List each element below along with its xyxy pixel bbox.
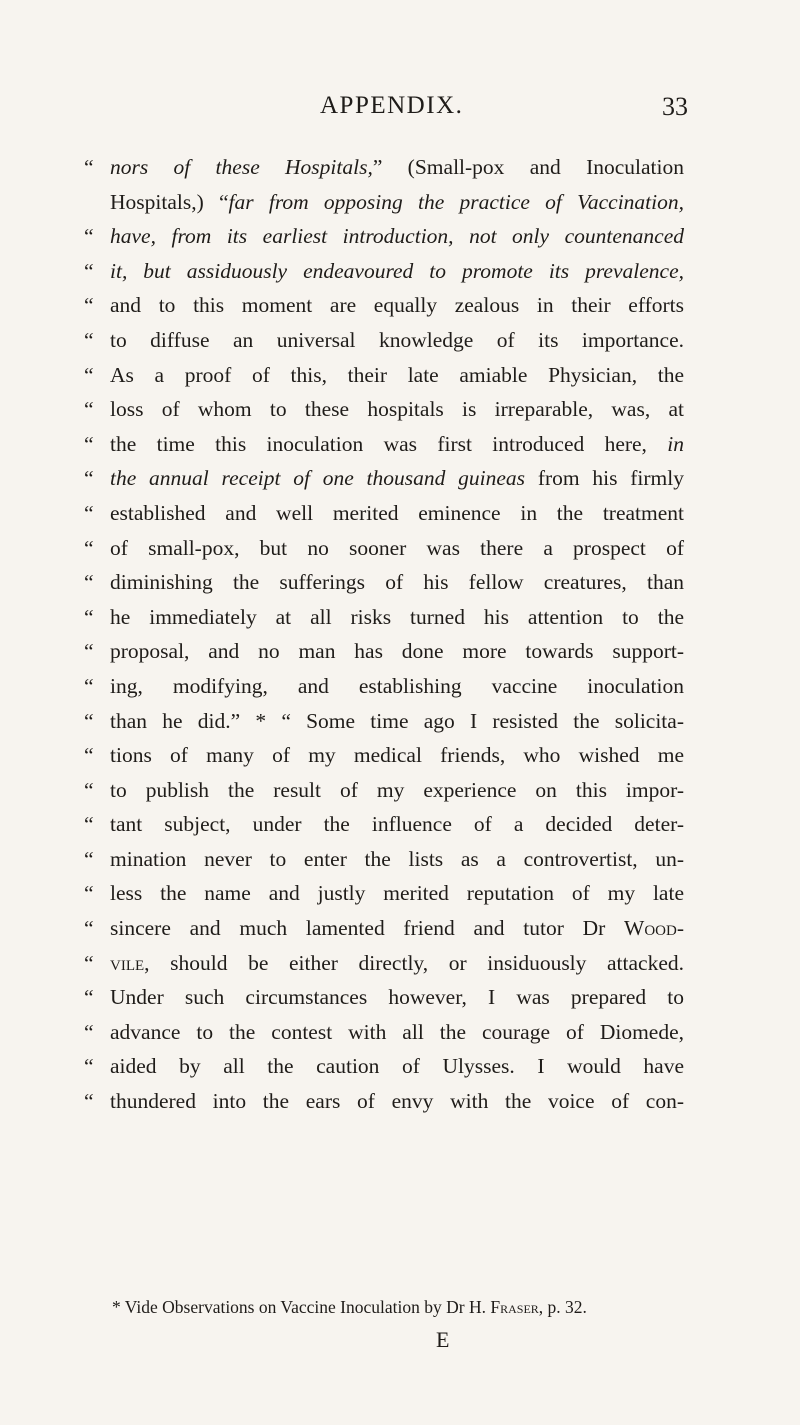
text-segment: As a proof of this, their late amiable Physician, the xyxy=(110,362,684,387)
text-line xyxy=(84,807,684,842)
text-line xyxy=(84,946,684,981)
text-segment: loss of whom to these hospitals is irreparable, was, at xyxy=(110,397,684,422)
signature-mark: E xyxy=(436,1327,450,1352)
quote-mark: “ xyxy=(84,604,94,629)
text-line xyxy=(84,634,684,669)
footnote-tail: , p. 32. xyxy=(538,1297,587,1317)
text-segment: Under such circumstances however, I was prepared to xyxy=(110,985,684,1010)
quote-mark: “ xyxy=(84,708,94,733)
text-line xyxy=(84,600,684,635)
text-line xyxy=(84,1015,684,1050)
text-segment: in xyxy=(667,431,684,456)
text-line xyxy=(84,565,684,600)
quote-mark: “ xyxy=(84,812,94,837)
text-line xyxy=(84,427,684,462)
text-segment: and to this moment are equally zealous in their efforts xyxy=(110,293,684,318)
text-segment: less the name and justly merited reputation of my late xyxy=(110,881,684,906)
text-segment: , should be either directly, or insiduously attacked. xyxy=(144,950,684,975)
quote-mark: “ xyxy=(84,1054,94,1079)
text-line xyxy=(84,185,684,220)
text-segment: ” (Small-pox and Inoculation xyxy=(372,155,684,179)
footnote-author: Fraser xyxy=(490,1297,539,1317)
text-line xyxy=(84,773,684,808)
text-segment: mination never to enter the lists as a controvertist, un- xyxy=(110,846,684,871)
text-line xyxy=(84,911,684,946)
quote-mark: “ xyxy=(84,258,94,283)
text-line xyxy=(84,219,684,254)
quote-mark: “ xyxy=(84,743,94,768)
quote-mark: “ xyxy=(84,535,94,560)
text-line xyxy=(84,669,684,704)
text-line xyxy=(84,531,684,566)
text-segment: proposal, and no man has done more towards support- xyxy=(110,639,684,664)
text-segment: tant subject, under the influence of a decided deter- xyxy=(110,812,684,837)
text-segment: ing, modifying, and establishing vaccine inoculation xyxy=(110,673,684,698)
quote-mark: “ xyxy=(84,639,94,664)
quote-mark: “ xyxy=(84,155,94,179)
quote-mark: “ xyxy=(84,881,94,906)
quote-mark: “ xyxy=(84,570,94,595)
quote-mark: “ xyxy=(84,916,94,941)
text-segment: than he did.” * “ Some time ago I resisted the solicita- xyxy=(110,708,684,733)
text-line xyxy=(84,358,684,393)
quote-mark: “ xyxy=(84,985,94,1010)
footnote-text: * Vide Observations on Vaccine Inoculation by Dr H. xyxy=(112,1297,491,1317)
text-segment: aided by all the caution of Ulysses. I would have xyxy=(110,1054,684,1079)
text-line xyxy=(84,704,684,739)
page-header xyxy=(0,92,800,132)
text-line xyxy=(84,1084,684,1119)
quote-mark: “ xyxy=(84,1089,94,1114)
text-segment: have, from its earliest introduction, not only countenanced xyxy=(110,224,684,249)
text-line xyxy=(84,461,684,496)
text-segment: vile xyxy=(110,950,145,975)
quote-mark: “ xyxy=(84,1019,94,1044)
quote-mark: “ xyxy=(84,327,94,352)
text-segment: to publish the result of my experience on this impor- xyxy=(110,777,684,802)
text-line xyxy=(84,150,684,185)
text-segment: the time this inoculation was first introduced here, xyxy=(110,431,668,456)
running-head: APPENDIX. xyxy=(320,92,464,119)
quote-mark: “ xyxy=(84,846,94,871)
text-segment: from his firmly xyxy=(525,466,685,491)
text-segment: to diffuse an universal knowledge of its importance. xyxy=(110,327,684,352)
quote-mark: “ xyxy=(84,397,94,422)
quote-mark: “ xyxy=(84,293,94,318)
quote-mark: “ xyxy=(84,224,94,249)
text-segment: established and well merited eminence in the treatment xyxy=(110,500,684,525)
footnote xyxy=(112,1297,682,1318)
text-segment: it, but assiduously endeavoured to promote its prevalence, xyxy=(110,258,684,283)
page-number: 33 xyxy=(662,92,688,121)
text-line xyxy=(84,1049,684,1084)
text-line xyxy=(84,842,684,877)
text-line xyxy=(84,254,684,289)
text-line xyxy=(84,496,684,531)
name-small-caps: Wood- xyxy=(624,916,684,941)
quote-mark: “ xyxy=(84,673,94,698)
text-segment: the annual receipt of one thousand guineas xyxy=(110,466,526,491)
text-segment: sincere and much lamented friend and tutor Dr xyxy=(110,916,625,941)
text-line xyxy=(84,980,684,1015)
text-segment: far from opposing the practice of Vaccination, xyxy=(228,189,685,214)
quote-mark: “ xyxy=(84,777,94,802)
text-segment: Hospitals,) “ xyxy=(110,189,229,214)
text-line xyxy=(84,288,684,323)
quote-mark: “ xyxy=(84,466,94,491)
text-segment: advance to the contest with all the courage of Diomede, xyxy=(110,1019,684,1044)
quote-mark: “ xyxy=(84,362,94,387)
text-line xyxy=(84,323,684,358)
text-segment: he immediately at all risks turned his attention to the xyxy=(110,604,684,629)
body-text xyxy=(84,150,684,1119)
text-segment: thundered into the ears of envy with the voice of con- xyxy=(110,1089,684,1114)
text-segment: nors of these Hospitals, xyxy=(110,155,373,179)
text-segment: of small-pox, but no sooner was there a prospect of xyxy=(110,535,684,560)
text-line xyxy=(84,392,684,427)
text-segment: diminishing the sufferings of his fellow creatures, than xyxy=(110,570,684,595)
text-line xyxy=(84,876,684,911)
quote-mark: “ xyxy=(84,500,94,525)
quote-mark: “ xyxy=(84,431,94,456)
text-line xyxy=(84,738,684,773)
text-segment: tions of many of my medical friends, who wished me xyxy=(110,743,684,768)
quote-mark: “ xyxy=(84,950,94,975)
